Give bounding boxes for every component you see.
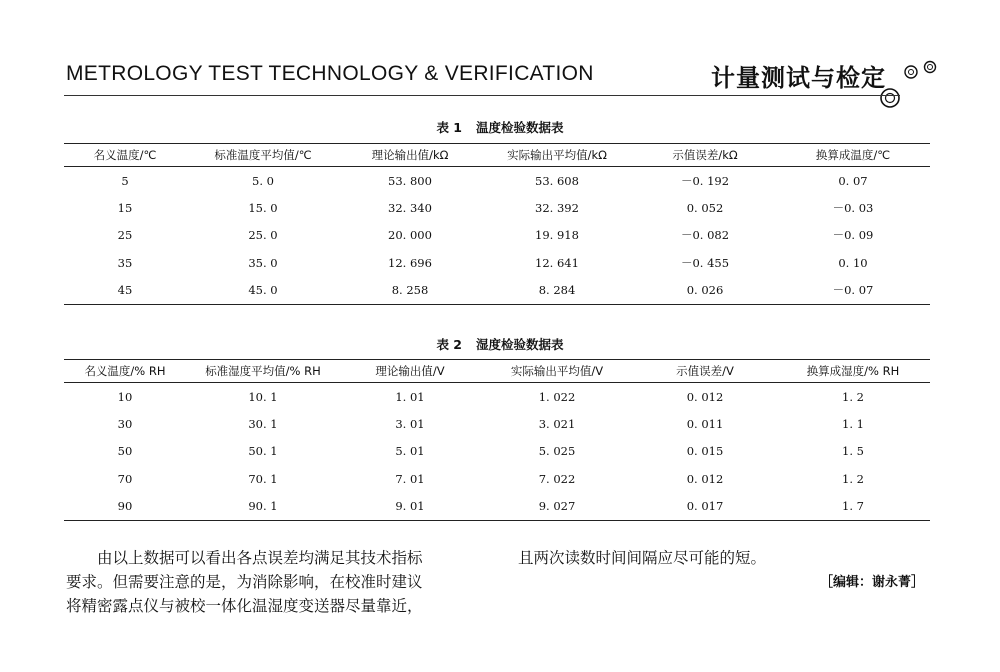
table-row: [64, 167, 930, 195]
table-cell: 5. 0: [252, 173, 274, 188]
table-cell: 25: [117, 228, 133, 243]
table-cell: 0. 052: [686, 200, 724, 215]
table-cell: 1. 5: [842, 444, 864, 459]
table-cell: 3. 01: [395, 416, 425, 431]
table-cell: 15. 0: [248, 200, 278, 215]
column-header: 标准温度平均值/℃: [186, 144, 340, 167]
table-cell: －0. 082: [680, 228, 730, 243]
temperature-table: [64, 143, 930, 305]
header-rule: [64, 95, 900, 96]
table-cell: 0. 07: [838, 173, 868, 188]
table-cell: 53. 800: [388, 173, 432, 188]
table-row: [64, 249, 930, 277]
table-row: [64, 410, 930, 438]
column-header: 实际输出平均值/V: [480, 360, 634, 383]
table-cell: 5: [121, 173, 129, 188]
journal-title-cn: 计量测试与检定: [711, 64, 886, 92]
table-cell: －0. 192: [680, 173, 730, 188]
table-row: [64, 465, 930, 493]
column-header: 换算成湿度/% RH: [776, 360, 930, 383]
table-header-row: [64, 144, 930, 167]
table-cell: 30: [117, 416, 133, 431]
column-header: 示值误差/kΩ: [634, 144, 776, 167]
table-cell: 10: [117, 389, 133, 404]
paragraph-line: 将精密露点仪与被校一体化温湿度变送器尽量靠近，: [66, 597, 423, 615]
table-cell: 8. 284: [480, 277, 634, 305]
table-cell: 70: [117, 471, 133, 486]
column-header: 理论输出值/V: [340, 360, 480, 383]
table-cell: －0. 03: [832, 200, 874, 215]
table1-title: 温度检验数据表: [476, 120, 564, 135]
table-cell: 0. 015: [686, 444, 724, 459]
table-cell: 1. 1: [842, 416, 864, 431]
table-cell: 0. 026: [634, 277, 776, 305]
table-cell: 9. 027: [480, 493, 634, 521]
table-cell: 10. 1: [248, 389, 278, 404]
table-cell: 45: [64, 277, 186, 305]
body-paragraph-left: [66, 546, 496, 618]
table1-caption: [0, 118, 1000, 136]
table-cell: 7. 022: [538, 471, 576, 486]
table-cell: 1. 022: [538, 389, 576, 404]
column-header: 换算成温度/℃: [776, 144, 930, 167]
table-row: [64, 277, 930, 305]
table-row: [64, 194, 930, 222]
table-cell: 50. 1: [248, 444, 278, 459]
table-cell: 19. 918: [535, 228, 579, 243]
table-cell: 32. 392: [535, 200, 579, 215]
column-header: 名义温度/℃: [64, 144, 186, 167]
body-paragraph-right: 且两次读数时间间隔应尽可能的短。: [518, 549, 767, 567]
table-cell: 0. 011: [686, 416, 724, 431]
table2-number: 表 2: [436, 337, 463, 352]
table-cell: 5. 01: [395, 444, 425, 459]
paragraph-line: 要求。但需要注意的是，为消除影响，在校准时建议: [66, 573, 423, 591]
table-cell: 45. 0: [186, 277, 340, 305]
table-cell: 32. 340: [388, 200, 432, 215]
table-cell: 0. 10: [838, 255, 868, 270]
table-cell: 9. 01: [340, 493, 480, 521]
journal-title-en: METROLOGY TEST TECHNOLOGY & VERIFICATION: [66, 62, 594, 85]
table-cell: 70. 1: [248, 471, 278, 486]
table-cell: 12. 641: [535, 255, 579, 270]
table-row: [64, 222, 930, 250]
table-cell: 53. 608: [535, 173, 579, 188]
table-cell: 25. 0: [248, 228, 278, 243]
column-header: 实际输出平均值/kΩ: [480, 144, 634, 167]
table-row: [64, 438, 930, 466]
table-cell: 1. 2: [842, 471, 864, 486]
table-cell: －0. 455: [680, 255, 730, 270]
table-cell: 1. 01: [395, 389, 425, 404]
table-row: [64, 383, 930, 411]
table-cell: 12. 696: [388, 255, 432, 270]
editor-credit: ［编辑：谢永菁］: [820, 575, 925, 590]
table-cell: 90. 1: [186, 493, 340, 521]
table-cell: 50: [117, 444, 133, 459]
table-cell: 3. 021: [538, 416, 576, 431]
table2-title: 湿度检验数据表: [476, 337, 564, 352]
table-cell: 8. 258: [340, 277, 480, 305]
table-header-row: [64, 360, 930, 383]
table-cell: 20. 000: [388, 228, 432, 243]
table-row: [64, 493, 930, 521]
table-cell: 30. 1: [248, 416, 278, 431]
table-cell: 0. 017: [634, 493, 776, 521]
table-cell: 7. 01: [395, 471, 425, 486]
column-header: 标准湿度平均值/% RH: [186, 360, 340, 383]
table-cell: 0. 012: [686, 471, 724, 486]
column-header: 名义温度/% RH: [64, 360, 186, 383]
table-cell: 1. 2: [842, 389, 864, 404]
table-cell: 1. 7: [776, 493, 930, 521]
table-cell: －0. 09: [832, 228, 874, 243]
column-header: 理论输出值/kΩ: [340, 144, 480, 167]
table-cell: －0. 07: [776, 277, 930, 305]
table-cell: 35: [117, 255, 133, 270]
humidity-table: [64, 359, 930, 521]
column-header: 示值误差/V: [634, 360, 776, 383]
table2-caption: [0, 335, 1000, 353]
table-cell: 15: [117, 200, 133, 215]
table-cell: 35. 0: [248, 255, 278, 270]
table-cell: 0. 012: [686, 389, 724, 404]
table1-number: 表 1: [436, 120, 463, 135]
table-cell: 90: [64, 493, 186, 521]
paragraph-line: 由以上数据可以看出各点误差均满足其技术指标: [66, 549, 423, 567]
table-cell: 5. 025: [538, 444, 576, 459]
journal-logo-icon: [878, 58, 938, 108]
